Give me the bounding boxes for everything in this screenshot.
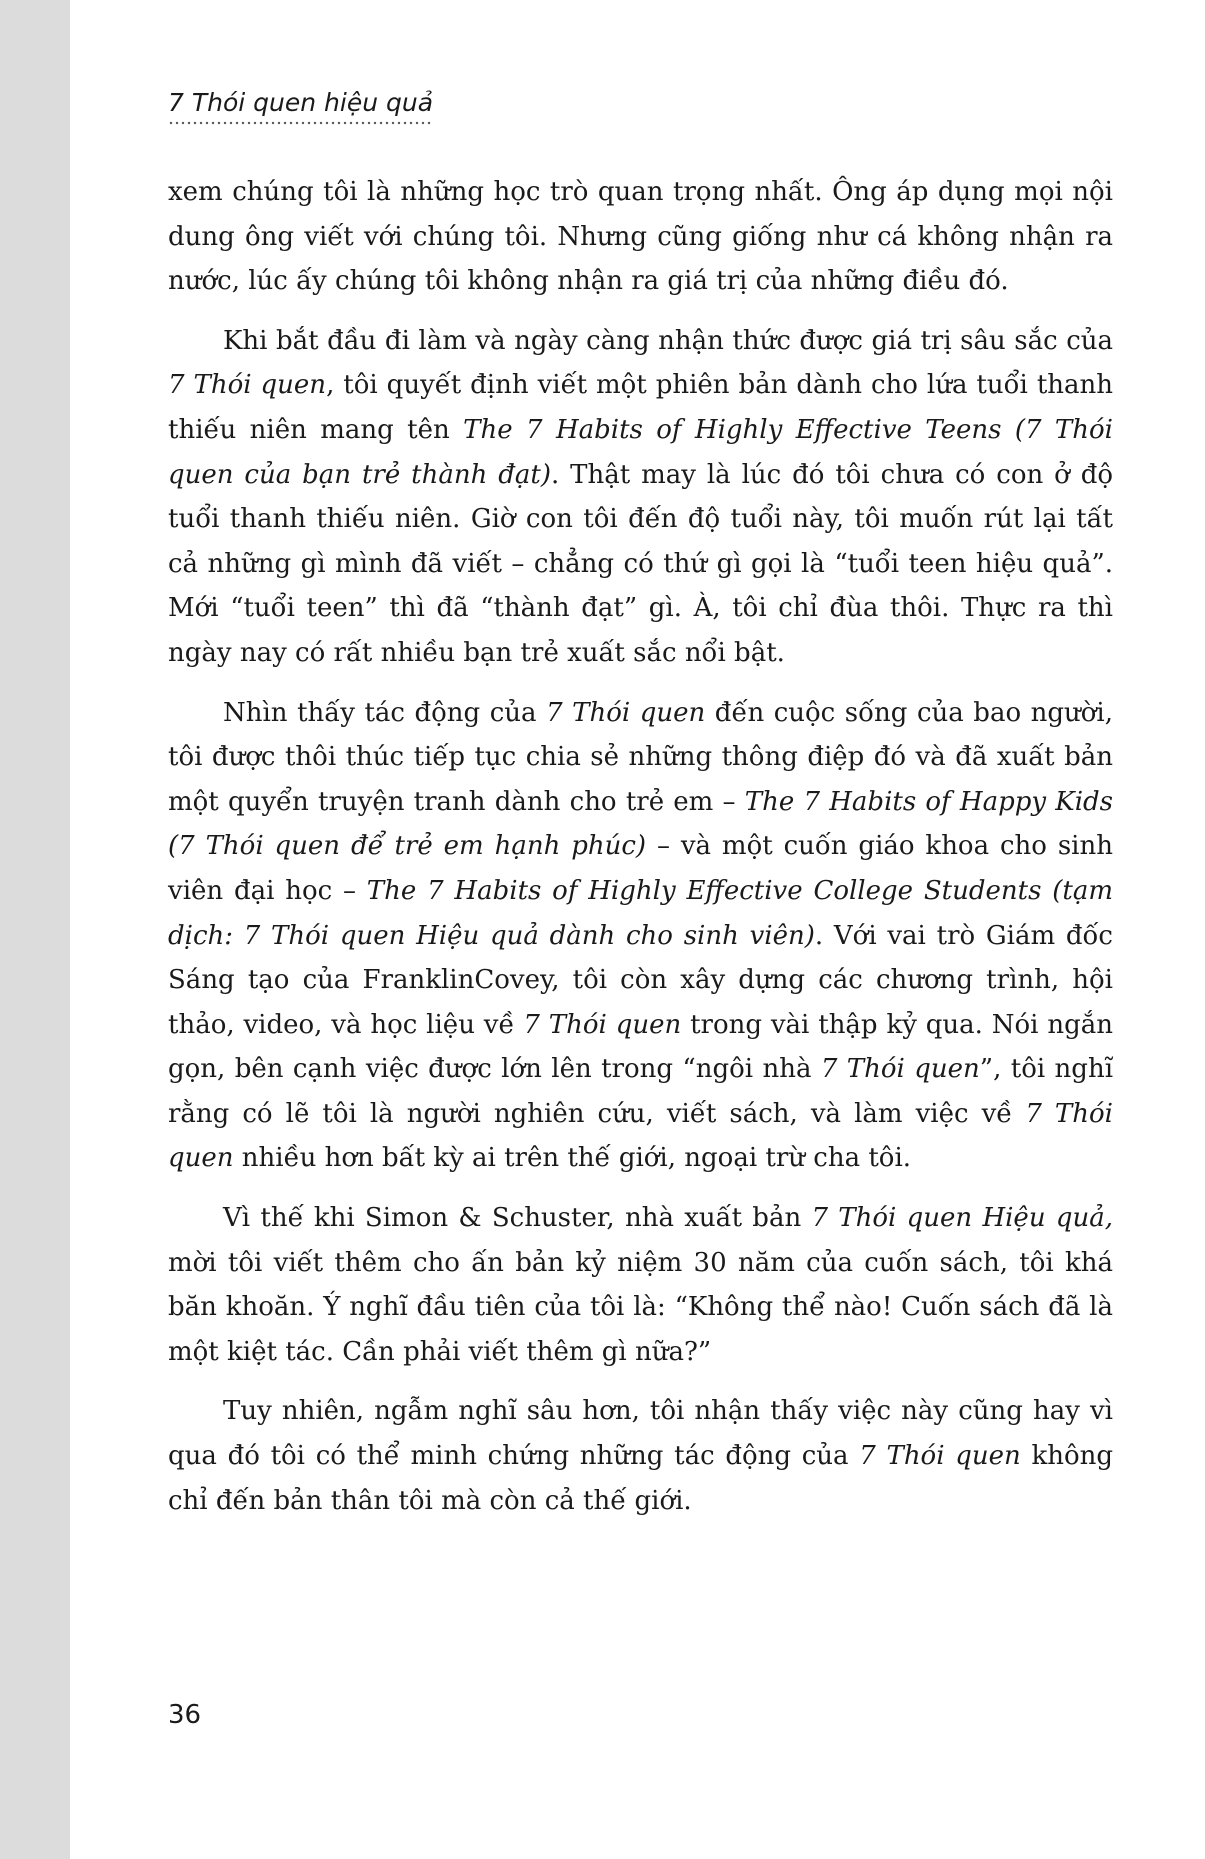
book-page (70, 0, 1205, 1859)
paragraph (168, 319, 1113, 676)
text-run: Nhìn thấy tác động của (223, 697, 547, 728)
text-run: không chỉ đến bản thân tôi mà còn cả thế giới. (168, 1441, 1114, 1516)
text-run: ”, tôi nghĩ rằng có lẽ tôi là người nghiên cứu, viết sách, và làm việc về (168, 1054, 1114, 1129)
paragraph (168, 170, 1113, 304)
text-run: . Thật may là lúc đó tôi chưa có con ở độ tuổi thanh thiếu niên. Giờ con tôi đến độ tuổi này, tôi muốn rút lại tất cả những gì mình đã viết – chẳng có thứ gì gọi là “tuổi teen hiệu quả”. Mới “tuổi teen” thì đã “thành đạt” gì. À, tôi chỉ đùa thôi. Thực ra thì ngày nay có rất nhiều bạn trẻ xuất sắc nổi bật. (168, 459, 1113, 668)
italic-title-run: 7 Thói quen (523, 1009, 682, 1040)
paragraph (168, 691, 1113, 1182)
text-run: – và một cuốn giáo khoa cho sinh viên đại học – (168, 831, 1113, 906)
text-run: trong vài thập kỷ qua. Nói ngắn gọn, bên cạnh việc được lớn lên trong “ngôi nhà (168, 1009, 1113, 1085)
running-header-title: 7 Thói quen hiệu quả (168, 88, 434, 117)
header-wavy-rule (168, 121, 433, 125)
paragraph (168, 1389, 1113, 1523)
text-run: xem chúng tôi là những học trò quan trọng nhất. Ông áp dụng mọi nội dung ông viết với chúng tôi. Nhưng cũng giống như cá không nhận ra nước, lúc ấy chúng tôi không nhận ra giá trị của những điều đó. (168, 177, 1113, 297)
body-text (168, 170, 1113, 1538)
paragraph (168, 1196, 1113, 1374)
text-run: đến cuộc sống của bao người, tôi được thôi thúc tiếp tục chia sẻ những thông điệp đó và đã xuất bản một quyển truyện tranh dành cho trẻ em – (168, 697, 1114, 817)
italic-title-run: The 7 Habits of Highly Effective College Students (tạm dịch: 7 Thói quen Hiệu quả dành cho sinh viên) (168, 875, 1113, 951)
italic-title-run: The 7 Habits of Happy Kids (7 Thói quen để trẻ em hạnh phúc) (168, 786, 1114, 862)
text-run: mời tôi viết thêm cho ấn bản kỷ niệm 30 năm của cuốn sách, tôi khá băn khoăn. Ý nghĩ đầu tiên của tôi là: “Không thể nào! Cuốn sách đã là một kiệt tác. Cần phải viết thêm gì nữa?” (168, 1247, 1113, 1367)
italic-title-run: 7 Thói quen (168, 1098, 1113, 1174)
italic-title-run: 7 Thói quen (168, 370, 327, 401)
text-run: , tôi quyết định viết một phiên bản dành cho lứa tuổi thanh thiếu niên mang tên (168, 370, 1114, 445)
text-run: Khi bắt đầu đi làm và ngày càng nhận thức được giá trị sâu sắc của (223, 325, 1113, 356)
text-run: Tuy nhiên, ngẫm nghĩ sâu hơn, tôi nhận thấy việc này cũng hay vì qua đó tôi có thể minh chứng những tác động của (168, 1396, 1113, 1472)
text-run: . Với vai trò Giám đốc Sáng tạo của FranklinCovey, tôi còn xây dựng các chương trình, hội thảo, video, và học liệu về (168, 920, 1113, 1040)
italic-title-run: 7 Thói quen (546, 697, 706, 728)
text-run: nhiều hơn bất kỳ ai trên thế giới, ngoại trừ cha tôi. (233, 1143, 912, 1174)
italic-title-run: The 7 Habits of Highly Effective Teens (7 Thói quen của bạn trẻ thành đạt) (168, 414, 1113, 490)
italic-title-run: 7 Thói quen (859, 1441, 1021, 1472)
italic-title-run: 7 Thói quen (820, 1054, 980, 1085)
italic-title-run: 7 Thói quen Hiệu quả, (811, 1203, 1113, 1234)
running-header (168, 88, 433, 125)
page-number: 36 (168, 1700, 202, 1730)
text-run: Vì thế khi Simon & Schuster, nhà xuất bản (223, 1203, 812, 1234)
